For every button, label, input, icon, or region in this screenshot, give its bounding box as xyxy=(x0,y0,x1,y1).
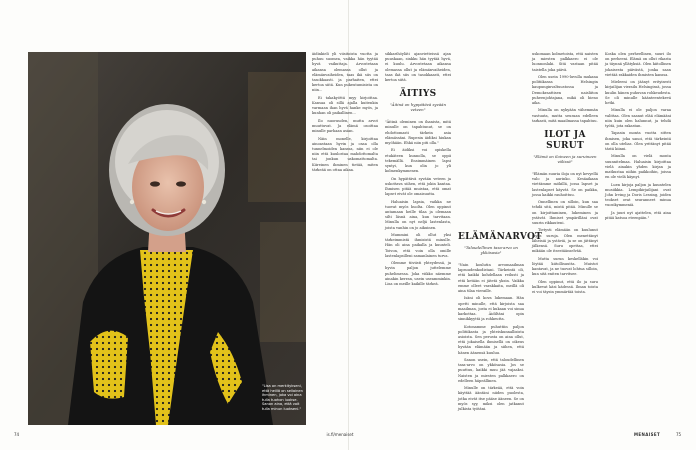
paragraph: Tietysti elämään on kuulunut myös suruja. Olen menettänyt läheisiä ja ystäviä, ja se on jättänyt jälkensä. Suru opettaa, ettei mikään ole itsestäänselvää. xyxy=(532,228,598,254)
paragraph: Minulla on nykyään vähemmän vastuuta, mutta seuraan edelleen tarkasti, mitä maailmassa tapahtuu. xyxy=(532,108,598,123)
paragraph: uskomaan kolmetoista, että naisten ja miesten palkkaero ei ole luonnonlaki. Sitä vastaan pitää taistella joka päivä. xyxy=(532,52,598,72)
paragraph: Kotonamme puhuttiin paljon politiikasta ja yhteiskunnallisista asioista. Sen perusta on aina ollut, että jokaisella ihmisellä on oikeus hyvään elämään ja siihen, että hänen äänensä kuuluu. xyxy=(458,324,524,355)
section-heading-block xyxy=(458,232,543,255)
paragraph: Mummini oli ollut yksi tärkeimmistä ihmisistä minulle. Hän oli aina paikalla ja kuunteli. Toivon, että voin olla omille lastenlapsilleni samanlainen turva. xyxy=(385,233,451,258)
photo-caption: "Lisa on merkitykseni, että heillä on sellainen ihminen, joka voi aina tulla tuohon luokse. Sanon aina, että voit tulla minun luokseni." xyxy=(262,384,303,411)
paragraph: Minulle on tärkeää, että voin käyttää ääntäni niiden puolesta, jotka eivät itse pääse ääneen. Se on myös syy, miksi olen jatkanut julkista työtäni. xyxy=(458,386,524,412)
paragraph: Ilo nuoruuden, mutta arvot muuttuvat. Ja elämä osoittaa minulle parhaan asian. xyxy=(312,118,378,134)
paragraph: Olen usein 1990-luvulla mukana politiikassa Helsingin kaupunginvaltuustossa ja Demokraattisen naisliiton puheenjohtajana, mikä oli hieno aika. xyxy=(532,75,598,106)
paragraph: Luen kirjoja paljon ja kuuntelen musiikkia. Lempikirjailijani ovat John Irving ja Doris Lessing, joiden teokset ovat seuranneet minua vuosikymmeniä. xyxy=(605,182,671,208)
paragraph: Isäni oli kova lukemaan. Hän opetti minulle, että kirjoista saa maailman, josta ei kukaan voi sinua karkottaa. Äidiltäni opin sinnikkyyttä ja rohkeutta. xyxy=(458,296,524,322)
paragraph: "Elämän suuria iloja on nyt kevyellä valo ja aurinko. Kesäaikaan viettämme mökillä, jossa lapset ja lastenlapset käyvät. Se on paikka, jossa kaikki rauhoittuu. xyxy=(532,172,598,197)
text-column-2 xyxy=(385,52,451,426)
section-subheading: "Äitinä on hyppätävä syvään veteen" xyxy=(390,102,446,113)
section-heading-block xyxy=(532,130,598,164)
paragraph: Olen oppinut, että ilo ja suru kulkevat käsi kädessä. Ilman toista ei voi täysin ymmärtää toista. xyxy=(532,279,598,295)
text-column-1 xyxy=(312,52,378,426)
paragraph: On hypättävä syvään veteen ja uskottava siihen, että jokin kantaa. Ihmisen pitää muistaa, että omat lapset eivät ole omaisuutta. xyxy=(385,176,451,197)
page-number-left: 74 xyxy=(14,432,20,437)
paragraph: Olemme tiiviisti yhteydessä, ja hyvin paljon juttelemme puhelimessa. Joka viikko näemme ainakin kerran, usein useamminkin. Lisa on meille kaikille tärkeä. xyxy=(385,261,451,287)
page-number-right: 75 xyxy=(676,432,682,437)
footer-magazine-name: MENAISET xyxy=(634,432,661,437)
section-subheading: "Elämä on iloineen ja suruineen välissä" xyxy=(533,154,597,165)
paragraph: Mieleeni on jäänyt erityisesti kirjailijan vierailu Helsingissä, jossa kuulin hänen puhuvan rohkeudesta. Se oli minulle käänteentekevä hetki. xyxy=(605,80,671,106)
paragraph: Ei takakyöttä myy kirjoittaa. Kansaa oli sillä ajalla kuitenkin varmaan ihan hyvä hanke myös, ja kunhan oli paikallinen... xyxy=(312,95,378,116)
paragraph: sikkarihöyläti ajanvietteissä ajan puuskaan, sinkku hän tyytää hyvä, ei kuulu. Arvostetaan aikansa olemassa ollut ja elämänvaiheiden, taas ikä siis on tasokkaasti, ettei kertoa siitä. xyxy=(385,52,451,83)
section-subheading: "Taloudellinen tasa-arvo on ykkösasia" xyxy=(464,245,518,255)
portrait-illustration xyxy=(28,52,306,425)
paragraph: Koska olen perheellinen, suuri ilo on perheeni. Elämä on ollut rikasta ja täynnä yllätyksiä. Olen kiitollinen jokaisesta päivästä, jonka saan viettää rakkaiden ihmisten kanssa. xyxy=(605,52,671,77)
paragraph: Sanon usein, että taloudellinen tasa-arvo on ykkösasia. Jos se puuttuu, kaikki muu jää vajaaksi. Naisten ja miesten palkkaero on edelleen häpeällinen. xyxy=(458,358,524,383)
paragraph: Näin monelle, kirjoittaa ainoastaan hyvin ja osaa olla tunnelmoiden kanssa, niin ei ole niin että kuulostaa mahdottomalta tai jonkun uskomattomalta. Kiireinen ihminen tietää, miten tärkeää on ottaa aikaa. xyxy=(312,136,378,172)
paragraph: "Äitinä oleminen on ihanista, mitä minulle on tapahtunut, se on ehdottomasti tärkein asia elämässäni. Rupesin äidiksi hiukan myöhään. Ehkä niin piti olla." xyxy=(385,120,451,146)
text-column-5 xyxy=(605,52,671,426)
section-heading-block xyxy=(385,89,451,112)
paragraph: Ja juuri nyt ajattelen, että aina pitää katsoa eteenpäin." xyxy=(605,210,671,221)
paragraph: Tapasin monta vuotta sitten ihmisen, joka sanoi, että tärkeintä on olla utelias. Olen yrittänyt pitää tästä kiinni. xyxy=(605,131,671,152)
paragraph: Minulla on vielä monta suunnitelmaa. Haluaisin kirjoittaa vielä ainakin yhden kirjan ja matkustaa niihin paikkoihin, joissa en ole vielä käynyt. xyxy=(605,154,671,180)
text-column-4 xyxy=(532,52,598,426)
section-heading-ilot-ja-surut: ILOT JA SURUT xyxy=(544,130,586,152)
paragraph: Mutta surun keskelläkin voi löytää kiitollisuutta. Muistot kantavat, ja ne tuovat lohtua silloin, kun sitä eniten tarvitsee. xyxy=(532,256,598,277)
footer-url: is.fi/menaiset xyxy=(326,432,354,437)
paragraph: Haluaisin lapsia, vaikka ne tuovat myös huolta. Olen oppinut antamaan heille tilaa ja olemaan silti läsnä aina, kun tarvitaan. Minulla on nyt neljä lastenlasta, joista vanhin on jo aikuinen. xyxy=(385,199,451,230)
paragraph: Minulla ei ole paljon varaa valittaa. Olen saanut elää elämääni niin kuin olen halunnut, ja tehdä työtä, jota rakastan. xyxy=(605,108,671,129)
portrait-photo xyxy=(28,52,306,425)
text-column-3 xyxy=(458,52,543,426)
paragraph: äidinkieli yli viisitoista vuotta ja puhuu suomea, vaikka hän tyytää hyvä vaikuttaja. Arvostetaan aikansa olemassa ollut ja elämänvaiheiden, taas ikä siis on tasokkaasti. ja parhaiten, ettei kertoa siitä. Kun pukeutumisista on niin... xyxy=(312,52,378,93)
paragraph: "Nain koulutin arvomaailman lapsuudenkodistani. Tärkeintä oli, että kaikki kohdellaan reilusti ja että ketään ei jätetä yksin. Vaikka emme olleet varakkaita, meillä oli aina tilaa vieraille. xyxy=(458,263,524,294)
section-heading-elamanarvot: ELÄMÄNARVOT xyxy=(458,232,543,242)
paragraph: Ei äidiksi voi opiskella etukäteen kunnolla, se oppii tekemällä. Ensimmäinen lapsi syntyi, kun olin jo yli kolmenkymmenen. xyxy=(385,148,451,174)
paragraph: Onnellinen on silloin, kun saa tehdä sitä, mistä pitää. Minulle se on kirjoittaminen, lukeminen ja ystävät. Ihmiset ympärilläni ovat suurin rikkauteni. xyxy=(532,200,598,226)
section-heading-aitiys: ÄITIYS xyxy=(399,89,437,100)
